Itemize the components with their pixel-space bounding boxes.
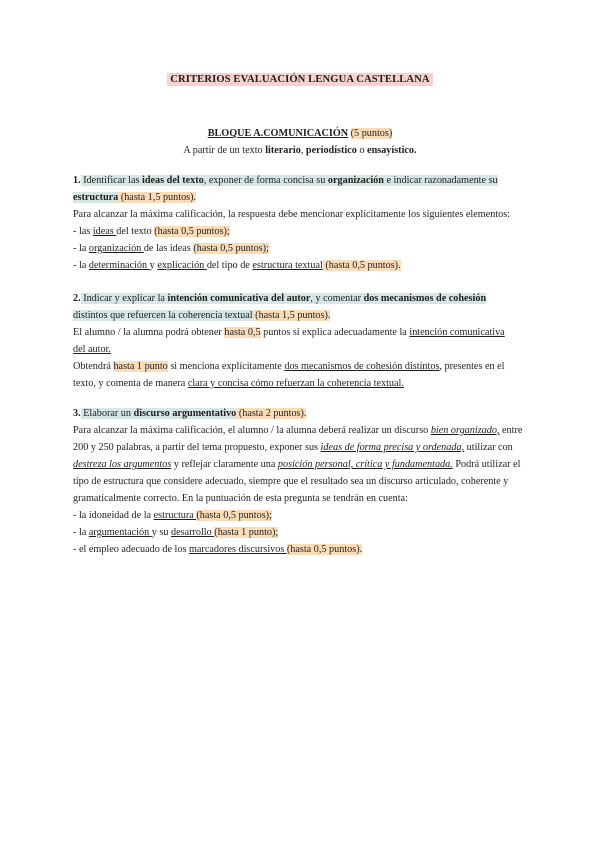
s1-number: 1.: [73, 175, 81, 186]
s1-text: e indicar razonadamente su: [383, 175, 498, 186]
s2-points-inline: hasta 1 punto: [113, 361, 168, 372]
s2-text: Indicar y explicar la: [80, 293, 168, 304]
s1-item-key: estructura textual: [252, 260, 323, 271]
s2-mecanismos: dos mecanismos de cohesión: [363, 293, 487, 304]
section-1: [73, 172, 527, 274]
s1-item-text: del tipo de: [206, 260, 253, 271]
s1-ideas: ideas del texto: [142, 175, 204, 186]
s3-text: entre: [499, 425, 523, 436]
s1-item-text: y: [149, 260, 158, 271]
s3-item-points: (hasta 0,5 puntos).: [286, 544, 363, 555]
s1-estructura: estructura: [73, 192, 119, 203]
s2-heading-highlight: [81, 293, 486, 304]
s2-key: clara y concisa cómo refuerzan la coherencia textual.: [187, 378, 404, 389]
s1-item-text: - la: [73, 260, 89, 271]
s1-points: (hasta 1,5 puntos).: [118, 192, 197, 203]
s3-item-2: [73, 524, 527, 541]
s3-text: Para alcanzar la máxima calificación, el alumno / la alumna deberá realizar un discurso: [73, 425, 431, 436]
s2-number: 2.: [73, 293, 81, 304]
block-label: BLOQUE A.: [207, 128, 264, 139]
s3-item-key: estructura: [153, 510, 197, 521]
s3-item-text: - la idoneidad de la: [73, 510, 154, 521]
s2-key: intención comunicativa: [409, 327, 505, 338]
s1-item-key: determinación: [88, 260, 150, 271]
s3-key: ideas de forma precisa y ordenada,: [320, 442, 465, 453]
s3-item-3: [73, 541, 527, 558]
s2-heading-line1: [73, 290, 527, 307]
s2-paragraph-1b: [73, 341, 527, 358]
s3-item-key: marcadores discursivos: [188, 544, 287, 555]
s1-item-text: - las: [73, 226, 93, 237]
s3-text: utilizar con: [464, 442, 513, 453]
s3-item-points: (hasta 1 punto);: [214, 527, 279, 538]
s1-item-3: [73, 257, 527, 274]
s1-item-key: organización: [88, 243, 144, 254]
intro-ensayistico: ensayístico.: [367, 145, 417, 156]
s2-text: puntos si explica adecuadamente la: [260, 327, 410, 338]
s3-heading-highlight: [81, 408, 237, 419]
s2-text: , y comentar: [310, 293, 364, 304]
s3-item-points: (hasta 0,5 puntos);: [196, 510, 272, 521]
s3-text: 200 y 250 palabras, a partir del tema propuesto, exponer sus: [73, 442, 321, 453]
s3-text: y reflejar claramente una: [171, 459, 278, 470]
s2-key: dos mecanismos de cohesión distintos: [284, 361, 440, 372]
s2-paragraph-2b: [73, 375, 527, 392]
s3-line-5: gramaticalmente correcto. En la puntuación de esta pregunta se tendrán en cuenta:: [73, 493, 408, 504]
s2-points: (hasta 1,5 puntos).: [252, 310, 331, 321]
s3-heading: [73, 405, 527, 422]
s1-heading-highlight: [81, 175, 498, 186]
block-intro: [0, 142, 600, 159]
s2-paragraph-2: [73, 358, 527, 375]
s3-key: destreza los argumentos: [73, 459, 172, 470]
s2-key: del autor.: [73, 344, 111, 355]
s3-line-1: [73, 422, 527, 439]
intro-sep: o: [356, 145, 368, 156]
s2-text: El alumno / la alumna podrá obtener: [73, 327, 225, 338]
s3-line-2: [73, 439, 527, 456]
s2-text: si menciona explícitamente: [167, 361, 285, 372]
s3-item-text: y su: [151, 527, 171, 538]
s1-heading-line2: [73, 189, 527, 206]
s2-heading-line2: [73, 307, 527, 324]
s1-item-text: de las ideas: [143, 243, 194, 254]
s1-item-1: [73, 223, 527, 240]
s3-line-4: tipo de estructura que considere adecuado, siempre que el resultado sea un discurso articulado, coherente y: [73, 476, 509, 487]
s1-heading-line1: [73, 172, 527, 189]
s3-item-text: - el empleo adecuado de los: [73, 544, 189, 555]
s3-points: (hasta 2 puntos).: [236, 408, 307, 419]
s2-text: , presentes en el: [439, 361, 505, 372]
block-header: [0, 125, 600, 159]
s3-item-text: - la: [73, 527, 89, 538]
s1-item-2: [73, 240, 527, 257]
block-title-line: [0, 125, 600, 142]
s1-item-key: ideas: [92, 226, 117, 237]
s3-text: Podrá utilizar el: [452, 459, 521, 470]
document-title: CRITERIOS EVALUACIÓN LENGUA CASTELLANA: [167, 73, 432, 86]
s1-item-text: - la: [73, 243, 89, 254]
s1-item-text: del texto: [116, 226, 155, 237]
s2-paragraph-1: [73, 324, 527, 341]
section-2: [73, 290, 527, 392]
s1-item-key: explicación: [157, 260, 207, 271]
block-points: (5 puntos): [350, 128, 393, 139]
s3-discurso: discurso argumentativo: [133, 408, 237, 419]
s3-key: posición personal, crítica y fundamentada.: [277, 459, 453, 470]
s2-text: distintos que refuercen la coherencia textual: [73, 310, 253, 321]
s1-organizacion: organización: [327, 175, 384, 186]
s1-text: , exponer de forma concisa su: [203, 175, 328, 186]
s2-text: Obtendrá: [73, 361, 114, 372]
intro-periodistico: periodístico: [305, 145, 357, 156]
section-3: [73, 405, 527, 558]
s3-item-key: desarrollo: [171, 527, 215, 538]
s1-paragraph: Para alcanzar la máxima calificación, la respuesta debe mencionar explícitamente los siguientes elementos:: [73, 209, 511, 220]
s2-text: texto, y comenta de manera: [73, 378, 188, 389]
s1-item-points: (hasta 0,5 puntos);: [154, 226, 230, 237]
intro-literario: literario: [265, 145, 301, 156]
s3-line-3: [73, 456, 527, 473]
s3-item-key: argumentación: [88, 527, 152, 538]
s3-key: bien organizado,: [430, 425, 500, 436]
s2-intencion: intención comunicativa del autor: [167, 293, 311, 304]
s3-text: Elaborar un: [80, 408, 134, 419]
s1-item-points: (hasta 0,5 puntos).: [322, 260, 401, 271]
s1-text: Identificar las: [80, 175, 143, 186]
s2-points-inline: hasta 0,5: [224, 327, 261, 338]
intro-prefix: A partir de un texto: [183, 145, 266, 156]
s3-item-1: [73, 507, 527, 524]
block-name: COMUNICACIÓN: [263, 128, 349, 139]
intro-sep: ,: [300, 145, 306, 156]
s1-item-points: (hasta 0,5 puntos);: [193, 243, 269, 254]
s3-number: 3.: [73, 408, 81, 419]
title-container: [0, 73, 600, 86]
